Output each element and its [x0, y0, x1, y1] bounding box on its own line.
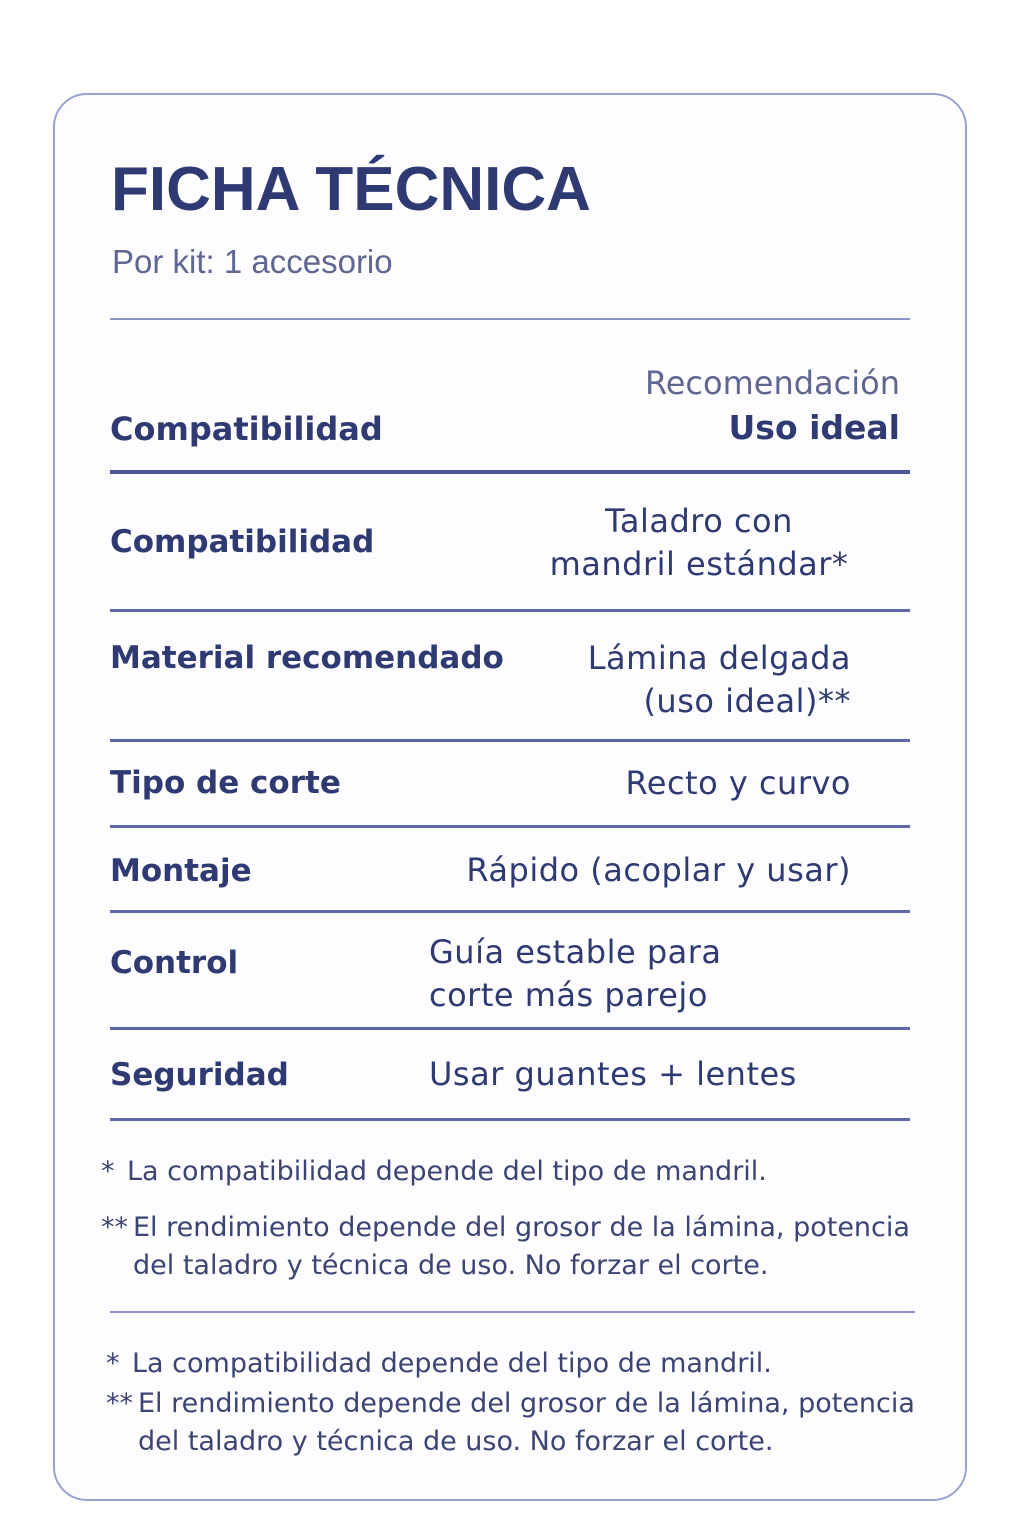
- row-label-compatibilidad: Compatibilidad: [110, 524, 375, 560]
- footnote-text: del taladro y técnica de uso. No forzar el corte.: [133, 1250, 769, 1281]
- row-label-control: Control: [110, 945, 239, 981]
- row-divider: [110, 1027, 910, 1030]
- column-header-left: Compatibilidad: [110, 410, 383, 448]
- title-divider: [110, 318, 910, 320]
- footnote-text: del taladro y técnica de uso. No forzar el corte.: [138, 1426, 774, 1457]
- footnote-repeat-2: [106, 1385, 915, 1461]
- row-value-line: Taladro con: [605, 502, 793, 540]
- row-value-line: mandril estándar*: [549, 545, 849, 583]
- footnote-marker: **: [106, 1388, 133, 1419]
- row-label-tipo-corte: Tipo de corte: [110, 765, 341, 801]
- row-label-seguridad: Seguridad: [110, 1057, 289, 1093]
- footnote-marker: *: [106, 1348, 120, 1379]
- row-label-montaje: Montaje: [110, 853, 252, 889]
- spec-card: [53, 93, 967, 1501]
- notes-divider: [110, 1311, 915, 1313]
- row-divider: [110, 910, 910, 913]
- footnote-text: El rendimiento depende del grosor de la lámina, potencia: [138, 1388, 915, 1419]
- footnote-marker: *: [101, 1156, 115, 1187]
- row-value-line: Usar guantes + lentes: [429, 1055, 797, 1093]
- row-value-line: Lámina delgada: [587, 639, 851, 677]
- row-value-line: Guía estable para: [429, 933, 722, 971]
- footnote-2: [101, 1209, 910, 1285]
- column-header-recommendation: Recomendación: [644, 364, 900, 402]
- row-value-material: [588, 637, 851, 723]
- column-header-right: [644, 364, 900, 447]
- row-value-montaje: [466, 849, 851, 892]
- row-value-control: [429, 931, 722, 1017]
- row-value-compatibilidad: [549, 500, 849, 586]
- table-bottom-divider: [110, 1118, 910, 1121]
- row-value-line: (uso ideal)**: [643, 682, 851, 720]
- footnote-1: [101, 1153, 767, 1191]
- row-value-seguridad: [429, 1053, 797, 1096]
- kit-subtitle: Por kit: 1 accesorio: [112, 243, 393, 280]
- header-divider: [110, 470, 910, 474]
- row-value-line: Rápido (acoplar y usar): [466, 851, 851, 889]
- footnote-repeat-1: [106, 1345, 772, 1383]
- page-title: FICHA TÉCNICA: [111, 155, 591, 224]
- row-divider: [110, 609, 910, 612]
- row-label-material: Material recomendado: [110, 640, 504, 676]
- footnote-text: La compatibilidad depende del tipo de mandril.: [132, 1348, 772, 1379]
- footnote-text: La compatibilidad depende del tipo de mandril.: [127, 1156, 767, 1187]
- footnote-text: El rendimiento depende del grosor de la lámina, potencia: [133, 1212, 910, 1243]
- row-divider: [110, 739, 910, 742]
- footnote-marker: **: [101, 1212, 128, 1243]
- column-header-ideal-use: Uso ideal: [728, 408, 900, 447]
- row-value-tipo-corte: [625, 762, 851, 805]
- row-value-line: Recto y curvo: [625, 764, 851, 802]
- row-value-line: corte más parejo: [429, 976, 708, 1014]
- row-divider: [110, 825, 910, 828]
